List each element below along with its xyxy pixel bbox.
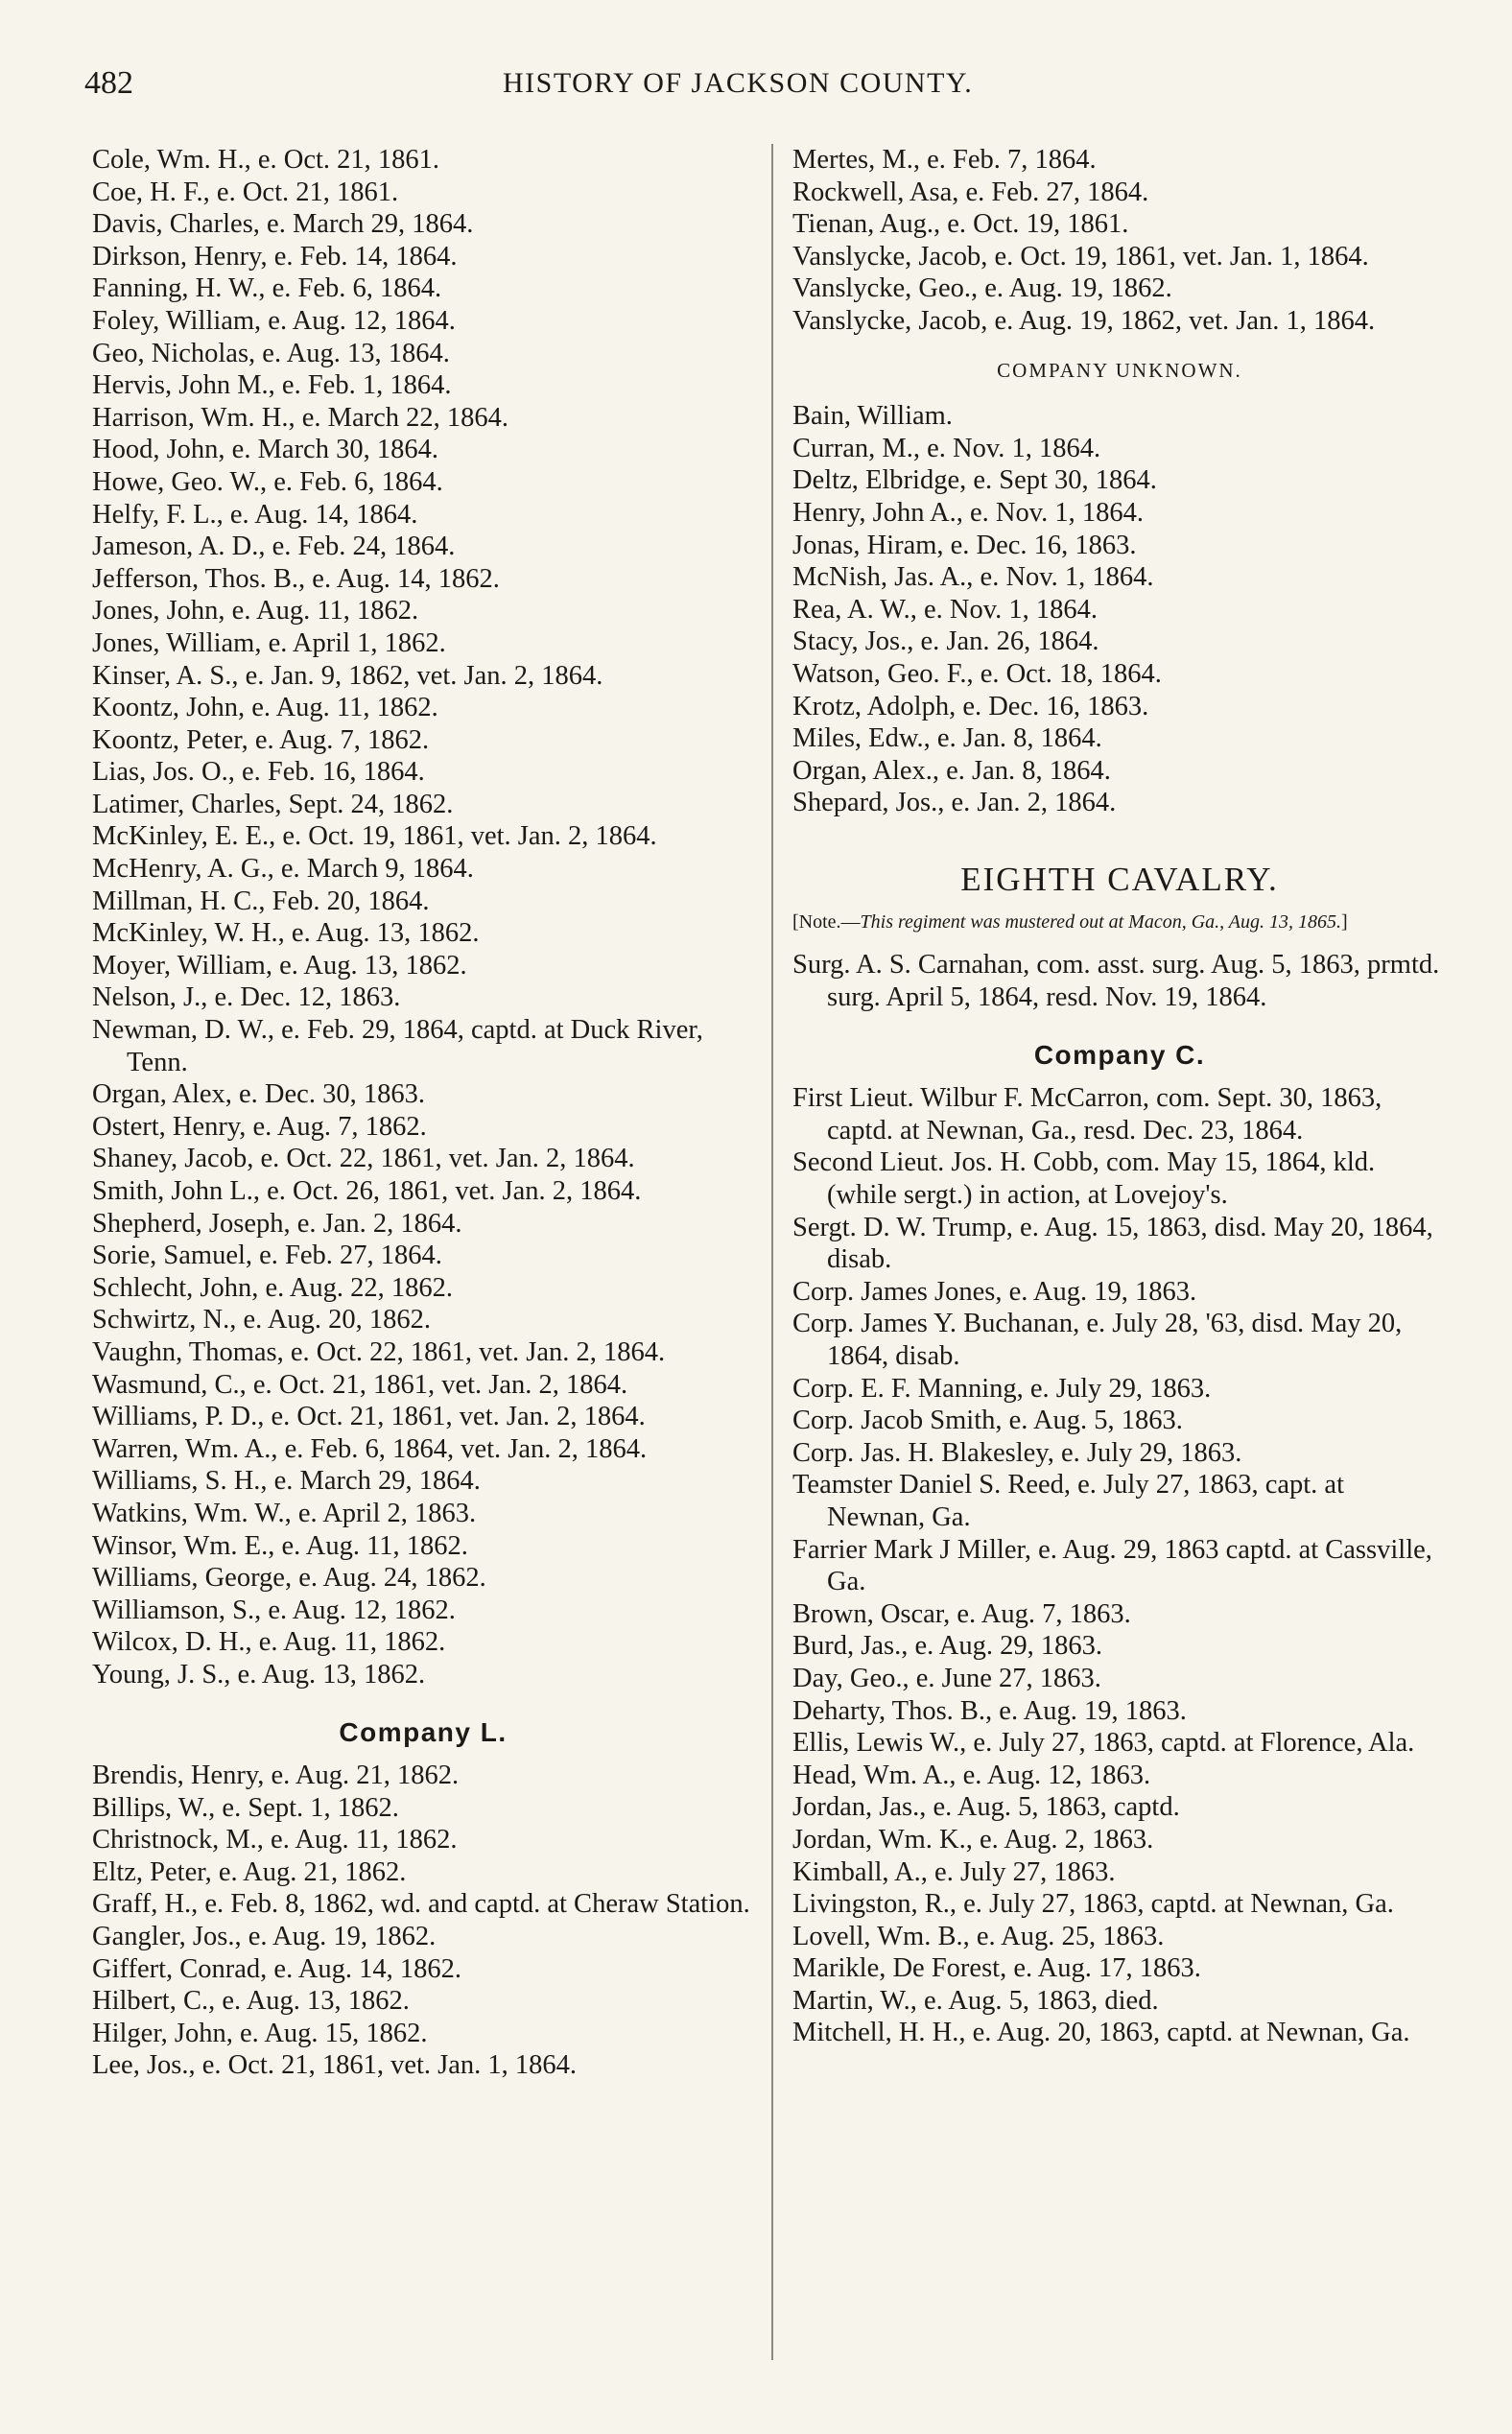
- roster-entry: Henry, John A., e. Nov. 1, 1864.: [792, 497, 1144, 528]
- roster-entry: Corp. James Y. Buchanan, e. July 28, '63, disd. May 20, 1864, disab.: [792, 1309, 1403, 1371]
- roster-entry: Deltz, Elbridge, e. Sept 30, 1864.: [792, 465, 1157, 496]
- roster-entry: Jefferson, Thos. B., e. Aug. 14, 1862.: [92, 563, 500, 594]
- roster-entry: Latimer, Charles, Sept. 24, 1862.: [92, 789, 454, 819]
- roster-entry: McKinley, E. E., e. Oct. 19, 1861, vet. Jan. 2, 1864.: [92, 821, 657, 852]
- roster-entry: Corp. James Jones, e. Aug. 19, 1863.: [792, 1276, 1197, 1307]
- roster-entry: Ostert, Henry, e. Aug. 7, 1862.: [92, 1111, 427, 1142]
- roster-entry: Organ, Alex, e. Dec. 30, 1863.: [92, 1079, 425, 1110]
- roster-entry: Hervis, John M., e. Feb. 1, 1864.: [92, 370, 452, 401]
- page-header: [84, 65, 1044, 107]
- roster-entry: Tienan, Aug., e. Oct. 19, 1861.: [792, 209, 1129, 240]
- roster-entry: Vanslycke, Geo., e. Aug. 19, 1862.: [792, 273, 1172, 304]
- roster-entry: Warren, Wm. A., e. Feb. 6, 1864, vet. Jan. 2, 1864.: [92, 1433, 648, 1464]
- roster-entry: Harrison, Wm. H., e. March 22, 1864.: [92, 402, 509, 433]
- roster-entry: Graff, H., e. Feb. 8, 1862, wd. and captd. at Cheraw Station.: [92, 1889, 750, 1920]
- roster-entry: Geo, Nicholas, e. Aug. 13, 1864.: [92, 338, 450, 368]
- roster-entry: Howe, Geo. W., e. Feb. 6, 1864.: [92, 466, 443, 497]
- regiment-note: [792, 909, 1447, 935]
- roster-entry: Day, Geo., e. June 27, 1863.: [792, 1663, 1101, 1693]
- roster-entry: Jameson, A. D., e. Feb. 24, 1864.: [92, 532, 456, 562]
- roster-entry: Jones, John, e. Aug. 11, 1862.: [92, 596, 419, 626]
- roster-entry: Christnock, M., e. Aug. 11, 1862.: [92, 1825, 458, 1855]
- roster-entry: Corp. Jacob Smith, e. Aug. 5, 1863.: [792, 1406, 1183, 1436]
- roster-entry: Smith, John L., e. Oct. 26, 1861, vet. Jan. 2, 1864.: [92, 1176, 642, 1206]
- roster-entry: Wasmund, C., e. Oct. 21, 1861, vet. Jan. 2, 1864.: [92, 1369, 628, 1400]
- roster-entry: Williams, S. H., e. March 29, 1864.: [92, 1466, 481, 1497]
- note-label: [Note.—: [792, 911, 861, 933]
- roster-list: [92, 1760, 754, 2082]
- roster-entry: Stacy, Jos., e. Jan. 26, 1864.: [792, 626, 1099, 657]
- roster-list: [92, 144, 754, 1691]
- roster-entry: Farrier Mark J Miller, e. Aug. 29, 1863 captd. at Cassville, Ga.: [792, 1534, 1432, 1597]
- roster-entry: Brown, Oscar, e. Aug. 7, 1863.: [792, 1598, 1131, 1629]
- roster-entry: Helfy, F. L., e. Aug. 14, 1864.: [92, 499, 418, 530]
- roster-entry: Krotz, Adolph, e. Dec. 16, 1863.: [792, 691, 1149, 721]
- roster-entry: Koontz, John, e. Aug. 11, 1862.: [92, 693, 438, 723]
- roster-entry: Wilcox, D. H., e. Aug. 11, 1862.: [92, 1627, 446, 1658]
- roster-entry: Shepherd, Joseph, e. Jan. 2, 1864.: [92, 1208, 462, 1239]
- roster-entry: Hilbert, C., e. Aug. 13, 1862.: [92, 1986, 410, 2017]
- roster-entry: Corp. E. F. Manning, e. July 29, 1863.: [792, 1373, 1212, 1404]
- roster-entry: Burd, Jas., e. Aug. 29, 1863.: [792, 1631, 1102, 1662]
- roster-list: [792, 400, 1447, 819]
- roster-entry: Eltz, Peter, e. Aug. 21, 1862.: [92, 1856, 407, 1887]
- roster-entry: Deharty, Thos. B., e. Aug. 19, 1863.: [792, 1695, 1187, 1726]
- roster-entry: McNish, Jas. A., e. Nov. 1, 1864.: [792, 562, 1154, 593]
- roster-entry: Watson, Geo. F., e. Oct. 18, 1864.: [792, 658, 1162, 689]
- roster-entry: Coe, H. F., e. Oct. 21, 1861.: [92, 177, 399, 207]
- roster-entry: Hood, John, e. March 30, 1864.: [92, 435, 438, 465]
- roster-entry: Williamson, S., e. Aug. 12, 1862.: [92, 1595, 456, 1625]
- roster-entry: Lias, Jos. O., e. Feb. 16, 1864.: [92, 757, 425, 788]
- roster-entry: Surg. A. S. Carnahan, com. asst. surg. Aug. 5, 1863, prmtd. surg. April 5, 1864, resd. Nov. 19, 1864.: [792, 950, 1440, 1013]
- note-close: ]: [1341, 911, 1348, 933]
- roster-entry: Organ, Alex., e. Jan. 8, 1864.: [792, 755, 1111, 786]
- roster-entry: Mertes, M., e. Feb. 7, 1864.: [792, 145, 1097, 175]
- roster-entry: Lovell, Wm. B., e. Aug. 25, 1863.: [792, 1921, 1165, 1951]
- roster-entry: Bain, William.: [792, 401, 953, 432]
- roster-entry: Jones, William, e. April 1, 1862.: [92, 627, 446, 658]
- roster-entry: Newman, D. W., e. Feb. 29, 1864, captd. at Duck River, Tenn.: [92, 1015, 703, 1077]
- roster-entry: Cole, Wm. H., e. Oct. 21, 1861.: [92, 145, 440, 175]
- roster-entry: Moyer, William, e. Aug. 13, 1862.: [92, 950, 467, 981]
- roster-entry: Rockwell, Asa, e. Feb. 27, 1864.: [792, 177, 1149, 207]
- roster-entry: Kinser, A. S., e. Jan. 9, 1862, vet. Jan. 2, 1864.: [92, 660, 603, 691]
- roster-entry: Jonas, Hiram, e. Dec. 16, 1863.: [792, 530, 1137, 560]
- roster-entry: Millman, H. C., Feb. 20, 1864.: [92, 886, 430, 916]
- roster-entry: Lee, Jos., e. Oct. 21, 1861, vet. Jan. 1, 1864.: [92, 2050, 577, 2081]
- roster-entry: Vanslycke, Jacob, e. Oct. 19, 1861, vet. Jan. 1, 1864.: [792, 241, 1369, 272]
- roster-entry: Head, Wm. A., e. Aug. 12, 1863.: [792, 1760, 1151, 1790]
- roster-list: [792, 1082, 1447, 2049]
- company-l-heading: Company L.: [339, 1716, 508, 1747]
- eighth-cavalry-heading: EIGHTH CAVALRY.: [960, 860, 1279, 898]
- roster-entry: Schlecht, John, e. Aug. 22, 1862.: [92, 1272, 454, 1303]
- roster-list: [792, 144, 1447, 338]
- company-c-heading: Company C.: [1033, 1039, 1206, 1070]
- roster-entry: Sergt. D. W. Trump, e. Aug. 15, 1863, disd. May 20, 1864, disab.: [792, 1212, 1433, 1275]
- page-number: 482: [84, 65, 133, 101]
- roster-entry: Fanning, H. W., e. Feb. 6, 1864.: [92, 273, 442, 304]
- roster-entry: Gangler, Jos., e. Aug. 19, 1862.: [92, 1922, 437, 1952]
- roster-entry: Vanslycke, Jacob, e. Aug. 19, 1862, vet. Jan. 1, 1864.: [792, 305, 1376, 336]
- roster-entry: Watkins, Wm. W., e. April 2, 1863.: [92, 1498, 477, 1528]
- roster-entry: Teamster Daniel S. Reed, e. July 27, 1863, capt. at Newnan, Ga.: [792, 1470, 1344, 1532]
- roster-entry: McKinley, W. H., e. Aug. 13, 1862.: [92, 918, 480, 949]
- roster-entry: Miles, Edw., e. Jan. 8, 1864.: [792, 723, 1102, 754]
- roster-entry: Second Lieut. Jos. H. Cobb, com. May 15, 1864, kld. (while sergt.) in action, at Lovejoy's.: [792, 1147, 1376, 1211]
- roster-entry: Nelson, J., e. Dec. 12, 1863.: [92, 982, 401, 1013]
- roster-entry: Winsor, Wm. E., e. Aug. 11, 1862.: [92, 1530, 468, 1561]
- roster-entry: Dirkson, Henry, e. Feb. 14, 1864.: [92, 241, 458, 272]
- roster-entry: Mitchell, H. H., e. Aug. 20, 1863, captd. at Newnan, Ga.: [792, 2018, 1410, 2048]
- roster-entry: Williams, George, e. Aug. 24, 1862.: [92, 1563, 486, 1594]
- roster-list: [792, 949, 1447, 1013]
- right-column: [792, 144, 1447, 2049]
- column-divider: [771, 144, 773, 2360]
- roster-entry: Giffert, Conrad, e. Aug. 14, 1862.: [92, 1953, 461, 1984]
- roster-entry: Williams, P. D., e. Oct. 21, 1861, vet. Jan. 2, 1864.: [92, 1402, 646, 1432]
- roster-entry: Livingston, R., e. July 27, 1863, captd. at Newnan, Ga.: [792, 1889, 1394, 1920]
- roster-entry: Hilger, John, e. Aug. 15, 1862.: [92, 2018, 428, 2048]
- roster-entry: Jordan, Jas., e. Aug. 5, 1863, captd.: [792, 1792, 1180, 1823]
- left-column: [92, 144, 754, 2082]
- roster-entry: Jordan, Wm. K., e. Aug. 2, 1863.: [792, 1824, 1154, 1855]
- roster-entry: Kimball, A., e. July 27, 1863.: [792, 1856, 1116, 1887]
- roster-entry: First Lieut. Wilbur F. McCarron, com. Sept. 30, 1863, captd. at Newnan, Ga., resd. Dec. 23, 1864.: [792, 1083, 1382, 1146]
- roster-entry: Martin, W., e. Aug. 5, 1863, died.: [792, 1985, 1159, 2016]
- roster-entry: Rea, A. W., e. Nov. 1, 1864.: [792, 594, 1098, 625]
- company-unknown-heading: COMPANY UNKNOWN.: [997, 358, 1242, 382]
- roster-entry: Corp. Jas. H. Blakesley, e. July 29, 1863.: [792, 1437, 1242, 1468]
- roster-entry: Ellis, Lewis W., e. July 27, 1863, captd. at Florence, Ala.: [792, 1728, 1415, 1759]
- roster-entry: Shepard, Jos., e. Jan. 2, 1864.: [792, 788, 1117, 818]
- roster-entry: Curran, M., e. Nov. 1, 1864.: [792, 433, 1101, 463]
- roster-entry: Koontz, Peter, e. Aug. 7, 1862.: [92, 724, 430, 755]
- roster-entry: Foley, William, e. Aug. 12, 1864.: [92, 305, 456, 336]
- running-title: HISTORY OF JACKSON COUNTY.: [503, 67, 974, 99]
- roster-entry: Sorie, Samuel, e. Feb. 27, 1864.: [92, 1241, 442, 1271]
- note-text: This regiment was mustered out at Macon, Ga., Aug. 13, 1865.: [860, 911, 1342, 933]
- roster-entry: Shaney, Jacob, e. Oct. 22, 1861, vet. Jan. 2, 1864.: [92, 1144, 635, 1174]
- roster-entry: Brendis, Henry, e. Aug. 21, 1862.: [92, 1761, 460, 1791]
- roster-entry: McHenry, A. G., e. March 9, 1864.: [92, 854, 474, 885]
- roster-entry: Young, J. S., e. Aug. 13, 1862.: [92, 1659, 426, 1690]
- roster-entry: Davis, Charles, e. March 29, 1864.: [92, 209, 474, 240]
- roster-entry: Billips, W., e. Sept. 1, 1862.: [92, 1792, 399, 1823]
- roster-entry: Vaughn, Thomas, e. Oct. 22, 1861, vet. Jan. 2, 1864.: [92, 1336, 666, 1367]
- roster-entry: Marikle, De Forest, e. Aug. 17, 1863.: [792, 1953, 1201, 1984]
- roster-entry: Schwirtz, N., e. Aug. 20, 1862.: [92, 1305, 432, 1335]
